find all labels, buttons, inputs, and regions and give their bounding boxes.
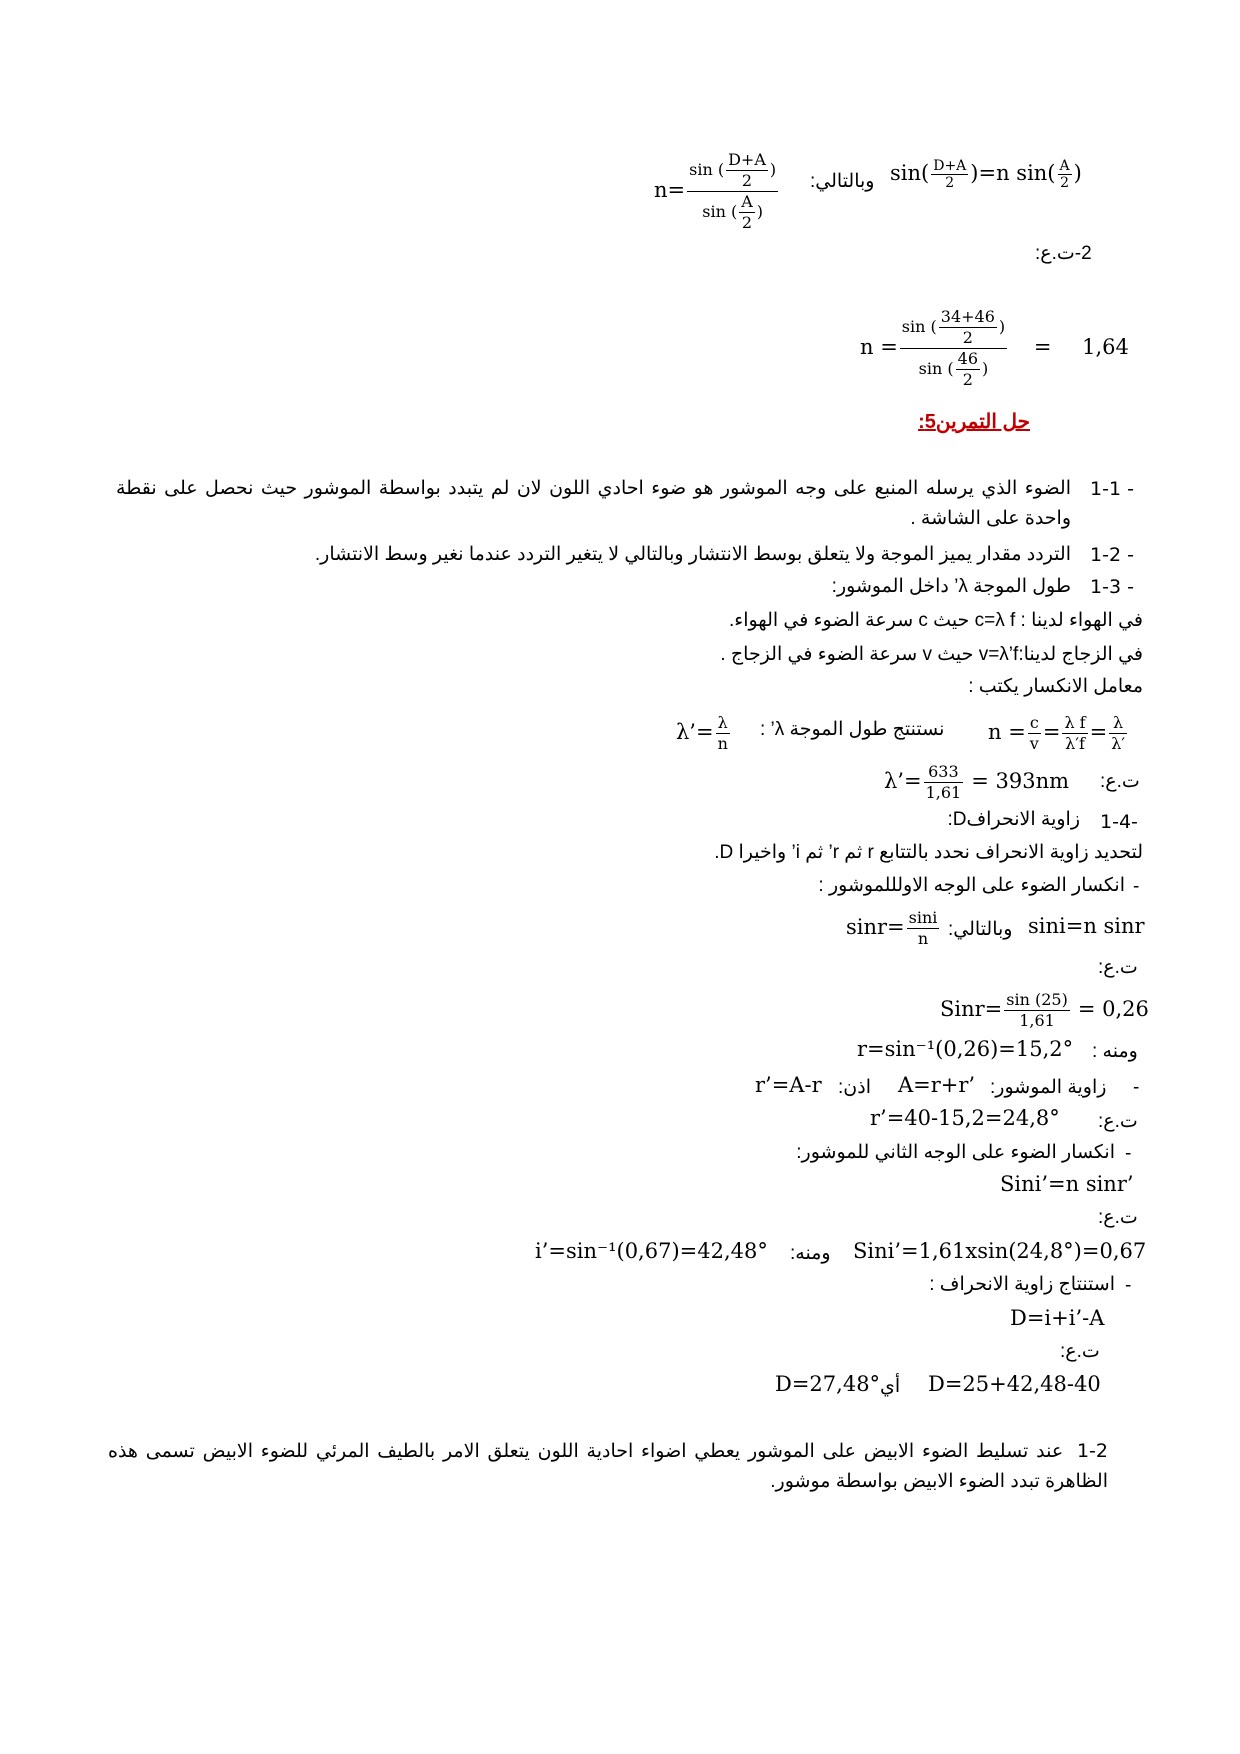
step3-dash: - (1125, 1143, 1132, 1164)
sinr-formula: sinr= $\frac{\sin i}{n}$ (846, 908, 938, 948)
glass-line: في الزجاج لدينا:v=λ’f حيث v سرعة الضوء في الزجاج . (720, 644, 1143, 665)
lambda-prime-formula: λ’= $\frac{\lambda}{n}$ (676, 713, 728, 753)
q12-text: التردد مقدار يميز الموجة ولا يتعلق بوسط الانتشار وبالتالي لا يتغير التردد عندما نغير وسط الانتشار. (314, 544, 1071, 565)
calc-label-2: 2-ت.ع: (1035, 243, 1092, 264)
sini-prime-calc: Sini’=1,61xsin(24,8°)=0,67 (853, 1239, 1147, 1263)
q21-text (108, 1436, 1108, 1497)
air-line: في الهواء لدينا : c=λ f حيث c سرعة الضوء في الهواء. (729, 610, 1143, 631)
iprime-result: i’=sin⁻¹(0,67)=42,48° (535, 1239, 768, 1263)
n-fraction: sin ( $\frac{D+A}{2}$ ) sin ( $\frac{A}{2}$ ) (689, 150, 777, 232)
step3-text: انكسار الضوء على الوجه الثاني للموشور: (796, 1142, 1115, 1163)
formula-sin-relation: sin( $\frac{D+A}{2}$ )=n sin( $\frac{A}{2}$ ) (890, 158, 1082, 191)
rprime-calc: r’=40-15,2=24,8° (870, 1106, 1060, 1130)
calc-result-n: n = sin ( $\frac{34+46}{2}$ ) sin ( $\frac{46}{2}$ ) = 1,64 (860, 307, 1129, 389)
calc-label-D: ت.ع: (1060, 1341, 1100, 1362)
D-formula: D=i+i’-A (1010, 1306, 1105, 1330)
step2-dash: - (1133, 1077, 1140, 1098)
step4-text: استنتاج زاوية الانحراف : (929, 1274, 1115, 1295)
D-calc: D=25+42,48-40 (928, 1372, 1101, 1396)
D-result: D=27,48° (775, 1372, 881, 1396)
exercise-heading: حل التمرين5: (918, 411, 1030, 433)
calc-label-iprime: ت.ع: (1098, 1207, 1138, 1228)
sinr-therefore: وبالتالي: (948, 919, 1013, 940)
q11-text: الضوء الذي يرسله المنبع على وجه الموشور هو ضوء احادي اللون لان لم يتبدد بواسطة الموشور حيث نحصل على نقطة واحدة على الشاشة . (116, 478, 1071, 529)
step4-dash: - (1125, 1275, 1132, 1296)
step1-text: انكسار الضوء على الوجه الاولللموشور : (818, 875, 1125, 896)
q13-number: 1-3 - (1090, 576, 1134, 598)
index-line: معامل الانكسار يكتب : (968, 676, 1143, 697)
step2-then: اذن: (838, 1077, 871, 1098)
formula-n-definition (654, 150, 780, 233)
rprime-result: r’=A-r (755, 1073, 822, 1097)
n-value: 1,64 (1082, 335, 1129, 359)
q21-number: 1-2 (1076, 1440, 1109, 1462)
sini-prime: Sini’=n sinr’ (1000, 1172, 1134, 1196)
deduce-label: نستنتج طول الموجة λ’ : (760, 719, 945, 740)
iprime-therefore: ومنه: (790, 1243, 831, 1264)
n-equals: n= (654, 178, 686, 202)
r-value: r=sin⁻¹(0,26)=15,2° (857, 1037, 1074, 1061)
q14-number: 1-4- (1100, 811, 1138, 833)
calc-fraction: sin ( $\frac{34+46}{2}$ ) sin ( $\frac{46}{2}$ ) (901, 307, 1006, 389)
q12-number: 1-2 - (1090, 544, 1134, 566)
q21-body: عند تسليط الضوء الابيض على الموشور يعطي اضواء احادية اللون يتعلق الامر بالطيف المرئي للضوء الابيض تسمى هذه الظاهرة تبدد الضوء الابيض بواسطة موشور. (108, 1441, 1108, 1492)
snell-law: sini=n sinr (1028, 914, 1145, 938)
lambda-calc-label: ت.ع: (1100, 771, 1140, 792)
q13-text: طول الموجة λ’ داخل الموشور: (831, 576, 1071, 597)
prism-angle-relation: A=r+r’ (898, 1073, 976, 1097)
r-label: ومنه : (1092, 1041, 1138, 1062)
D-ie: أي (880, 1376, 901, 1397)
lambda-calc: λ’= $\frac{633}{1,61}$ = 393nm (884, 762, 1070, 802)
calc-label-sinr: ت.ع: (1098, 957, 1138, 978)
step1-dash: - (1133, 876, 1140, 897)
q14-intro: لتحديد زاوية الانحراف نحدد بالتتابع r ثم r’ ثم i’ واخيرا D. (714, 842, 1143, 863)
q14-text: زاوية الانحرافD: (947, 809, 1080, 830)
rprime-calc-label: ت.ع: (1098, 1111, 1138, 1132)
q11-number: 1-1 - (1090, 478, 1134, 500)
step2-text: زاوية الموشور: (990, 1077, 1107, 1098)
therefore-label-top: وبالتالي: (810, 171, 875, 192)
sinr-calc: Sinr= $\frac{\sin (25)}{1,61}$ = 0,26 (940, 990, 1149, 1030)
index-formula: n = $\frac{c}{v}$ = $\frac{\text{λ f}}{\lambda'f}$ = $\frac{\lambda}{\lambda'}$ (988, 713, 1125, 753)
